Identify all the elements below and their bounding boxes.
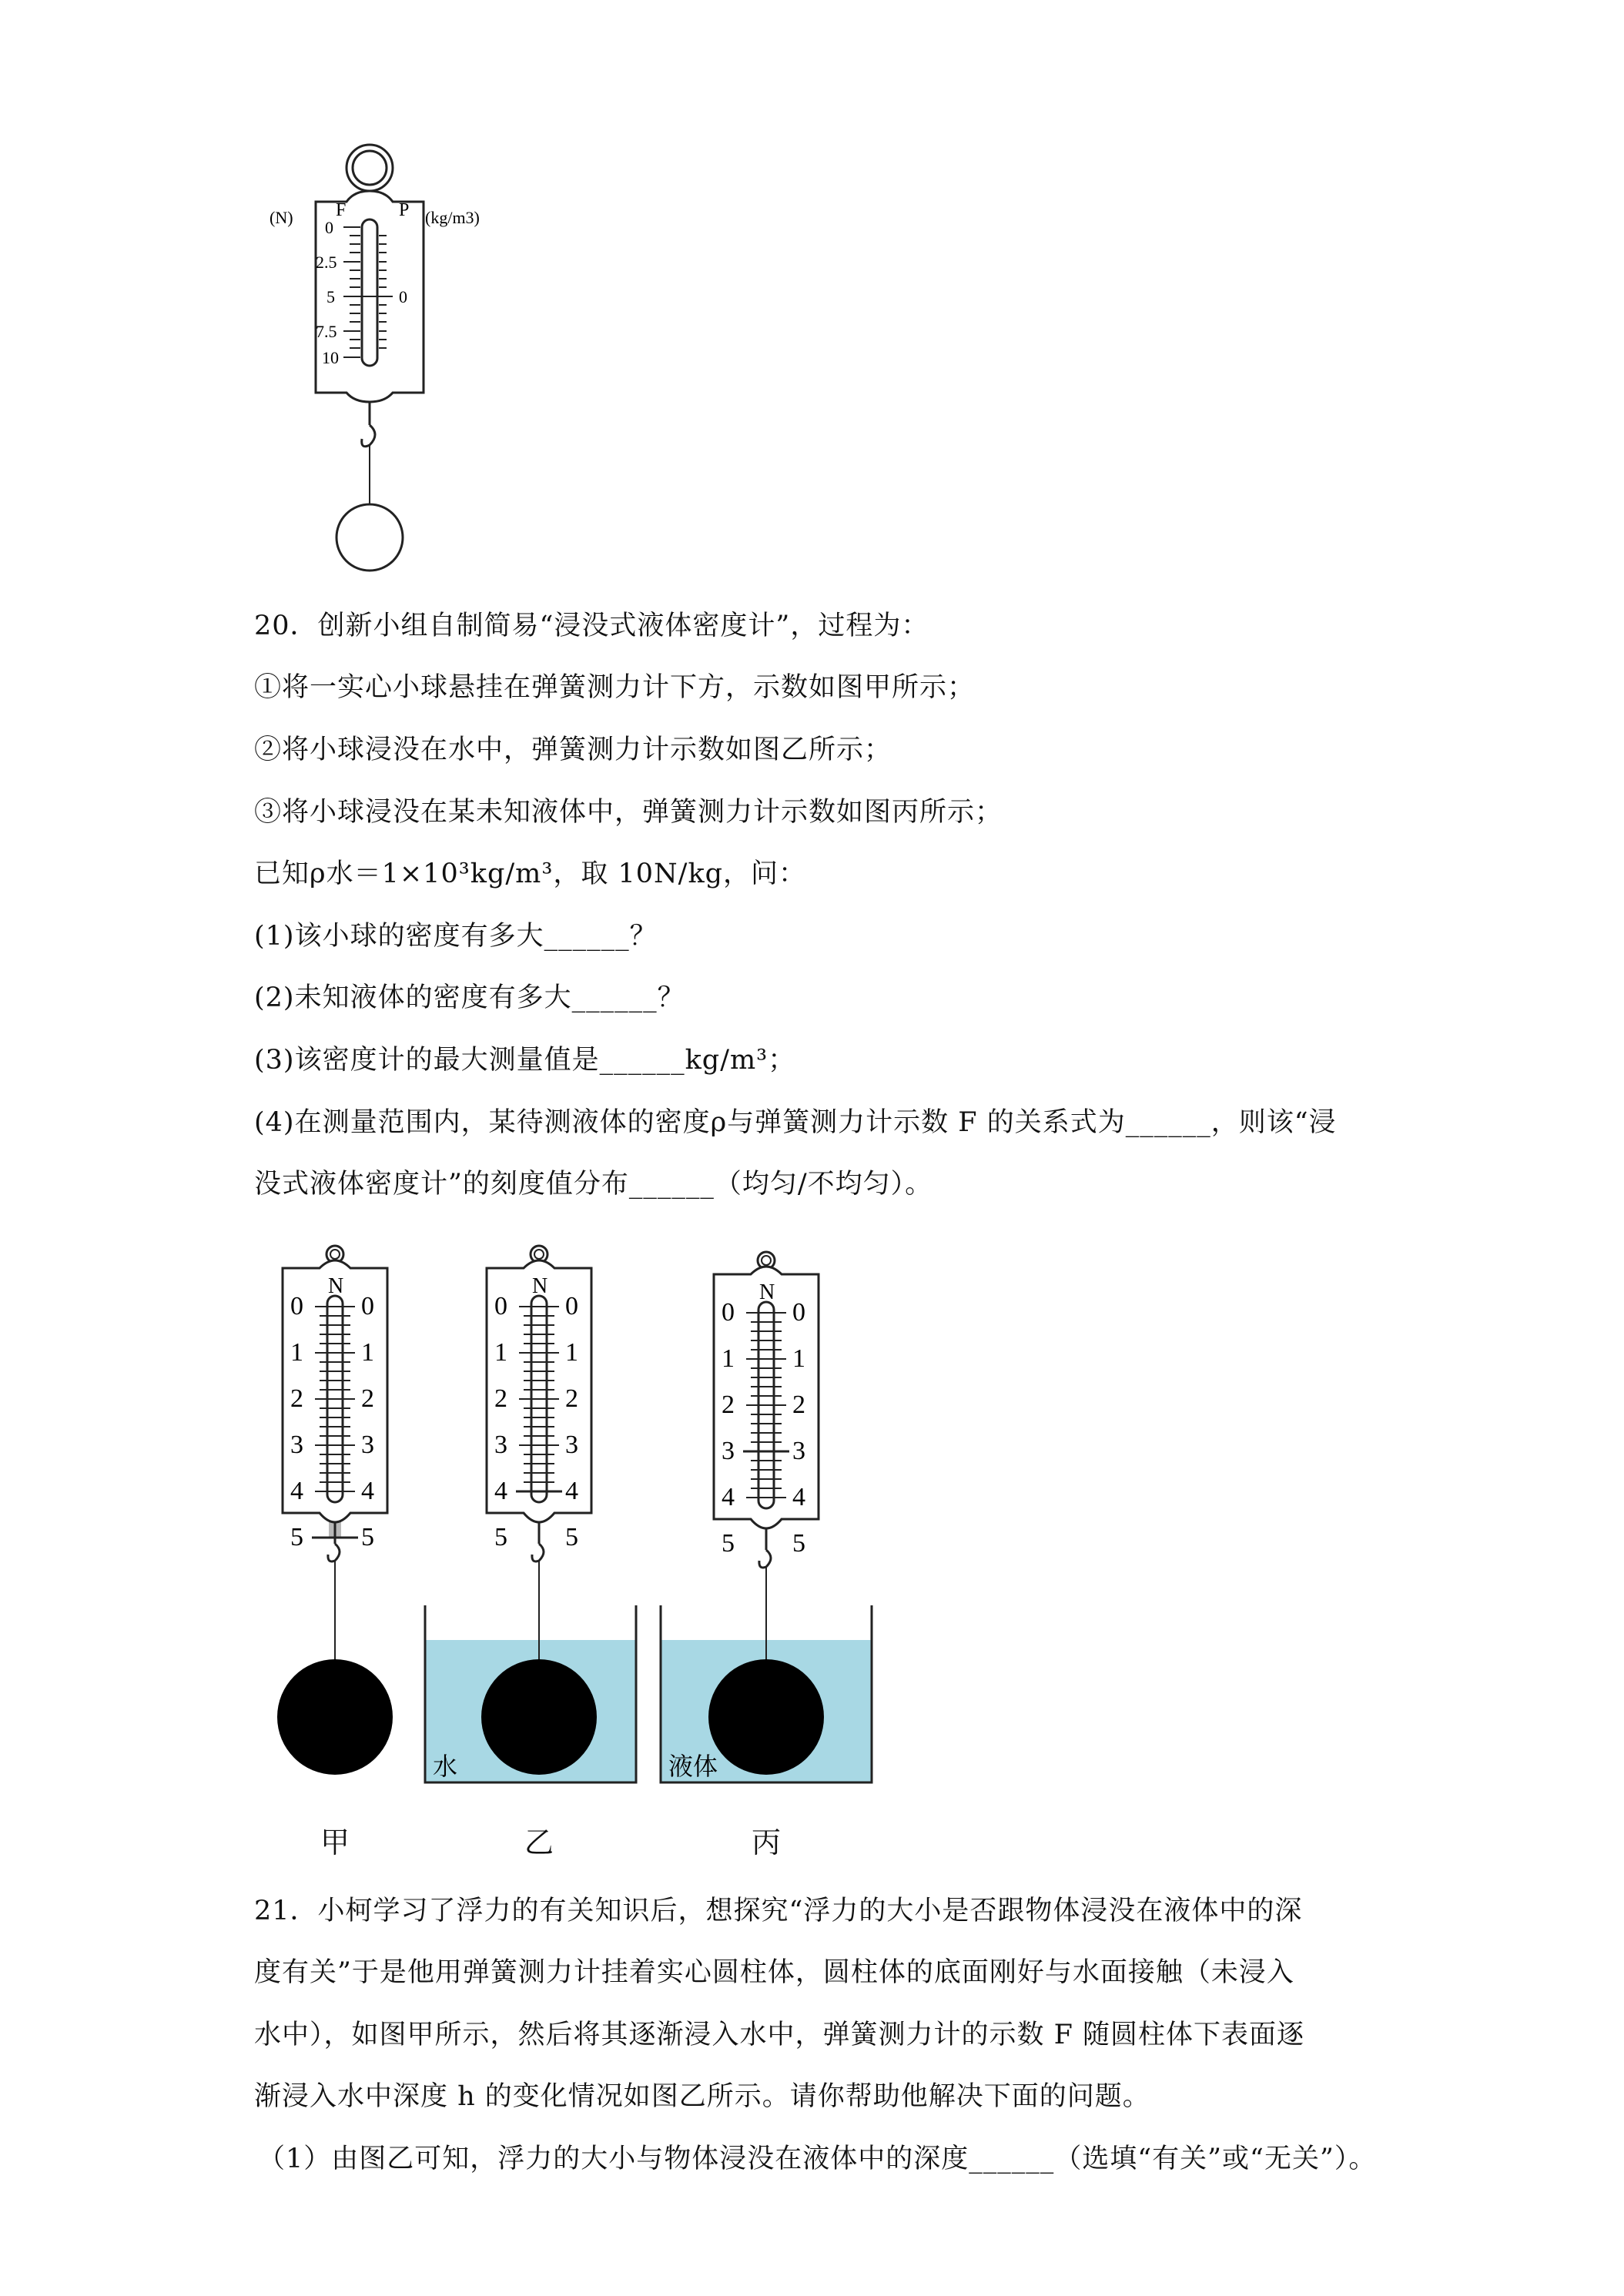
top-f-label: F <box>336 200 347 220</box>
q20-sub3: (3)该密度计的最大测量值是______kg/m³； <box>254 1045 796 1076</box>
tick-label-bing: 3 <box>792 1437 805 1465</box>
q20-sub4-line2: 没式液体密度计”的刻度值分布______（均匀/不均匀）。 <box>254 1169 933 1200</box>
ball-bing <box>708 1659 824 1775</box>
tick-label-yi: 2 <box>565 1384 578 1413</box>
scale-jia <box>283 1246 387 1561</box>
q20-step2: ②将小球浸没在水中，弹簧测力计示数如图乙所示； <box>254 735 892 765</box>
top-left-tick: 10 <box>322 348 339 367</box>
top-left-tick: 2.5 <box>316 253 337 272</box>
top-right-unit: (kg/m3) <box>425 208 480 227</box>
top-rho-label: P <box>399 200 410 220</box>
tick-label-jia: 1 <box>361 1338 374 1367</box>
top-left-tick: 5 <box>326 287 335 306</box>
unit-label-bing: N <box>759 1280 775 1304</box>
q20-known: 已知ρ水＝1×10³kg/m³，取 10N/kg，问： <box>254 858 807 889</box>
tick-label-bing: 5 <box>792 1529 805 1558</box>
q21-line2: 度有关”于是他用弹簧测力计挂着实心圆柱体，圆柱体的底面刚好与水面接触（未浸入 <box>254 1957 1294 1988</box>
caption-yi: 乙 <box>524 1826 554 1859</box>
q21-sub1: （1）由图乙可知，浮力的大小与物体浸没在液体中的深度______（选填“有关”或“无关”）。 <box>258 2144 1377 2174</box>
q21-line4: 渐浸入水中深度 h 的变化情况如图乙所示。请你帮助他解决下面的问题。 <box>254 2081 1150 2112</box>
ball-jia <box>277 1659 393 1775</box>
top-ball <box>337 504 403 571</box>
tick-label-yi: 0 <box>565 1292 578 1320</box>
tick-label-bing: 4 <box>792 1483 805 1511</box>
q20-step3: ③将小球浸没在某未知液体中，弹簧测力计示数如图丙所示； <box>254 797 1003 828</box>
top-left-tick: 0 <box>325 218 333 237</box>
q20-step1: ①将一实心小球悬挂在弹簧测力计下方，示数如图甲所示； <box>254 672 976 703</box>
scale-bing <box>714 1252 819 1568</box>
tick-label-bing: 1 <box>722 1344 735 1373</box>
tick-label-jia: 0 <box>361 1292 374 1320</box>
q20-sub4-line1: (4)在测量范围内，某待测液体的密度ρ与弹簧测力计示数 F 的关系式为______，则该“浸 <box>254 1107 1337 1138</box>
tick-label-bing: 0 <box>722 1298 735 1327</box>
liquid-label: 液体 <box>668 1752 718 1781</box>
tick-label-bing: 0 <box>792 1298 805 1327</box>
scale-yi <box>487 1246 591 1561</box>
water-label: 水 <box>433 1752 458 1781</box>
three-scales-figure <box>270 1243 901 1806</box>
q20-stem: 20．创新小组自制简易“浸没式液体密度计”，过程为： <box>254 611 929 641</box>
tick-label-yi: 5 <box>494 1523 507 1551</box>
tick-label-jia: 5 <box>290 1523 303 1551</box>
tick-label-jia: 3 <box>290 1431 303 1459</box>
unit-label-yi: N <box>532 1274 548 1298</box>
tick-label-bing: 1 <box>792 1344 805 1373</box>
tick-label-yi: 4 <box>494 1477 507 1505</box>
ball-yi <box>481 1659 597 1775</box>
top-left-unit: (N) <box>270 208 293 227</box>
tick-label-jia: 3 <box>361 1431 374 1459</box>
tick-label-yi: 4 <box>565 1477 578 1505</box>
tick-label-bing: 2 <box>792 1391 805 1419</box>
q21-line3: 水中），如图甲所示，然后将其逐渐浸入水中，弹簧测力计的示数 F 随圆柱体下表面逐 <box>254 2020 1305 2050</box>
tick-label-yi: 2 <box>494 1384 507 1413</box>
tick-label-jia: 2 <box>361 1384 374 1413</box>
tick-label-yi: 1 <box>565 1338 578 1367</box>
tick-label-yi: 5 <box>565 1523 578 1551</box>
top-spring-scale-figure <box>270 139 531 585</box>
top-right-tick: 0 <box>399 287 407 306</box>
tick-label-jia: 2 <box>290 1384 303 1413</box>
tick-label-bing: 2 <box>722 1391 735 1419</box>
tick-label-jia: 4 <box>361 1477 374 1505</box>
tick-label-bing: 5 <box>722 1529 735 1558</box>
caption-jia: 甲 <box>320 1826 350 1859</box>
tick-label-yi: 3 <box>494 1431 507 1459</box>
tick-label-jia: 0 <box>290 1292 303 1320</box>
q20-sub1: (1)该小球的密度有多大______？ <box>254 921 658 952</box>
q21-line1: 21．小柯学习了浮力的有关知识后，想探究“浮力的大小是否跟物体浸没在液体中的深 <box>254 1896 1303 1926</box>
tick-label-jia: 4 <box>290 1477 303 1505</box>
caption-bing: 丙 <box>751 1826 781 1859</box>
q20-sub2: (2)未知液体的密度有多大______？ <box>254 982 685 1013</box>
top-left-tick: 7.5 <box>316 322 337 341</box>
tick-label-jia: 1 <box>290 1338 303 1367</box>
tick-label-yi: 3 <box>565 1431 578 1459</box>
tick-label-bing: 4 <box>722 1483 735 1511</box>
tick-label-yi: 1 <box>494 1338 507 1367</box>
unit-label-jia: N <box>328 1274 344 1298</box>
tick-label-yi: 0 <box>494 1292 507 1320</box>
tick-label-bing: 3 <box>722 1437 735 1465</box>
tick-label-jia: 5 <box>361 1523 374 1551</box>
